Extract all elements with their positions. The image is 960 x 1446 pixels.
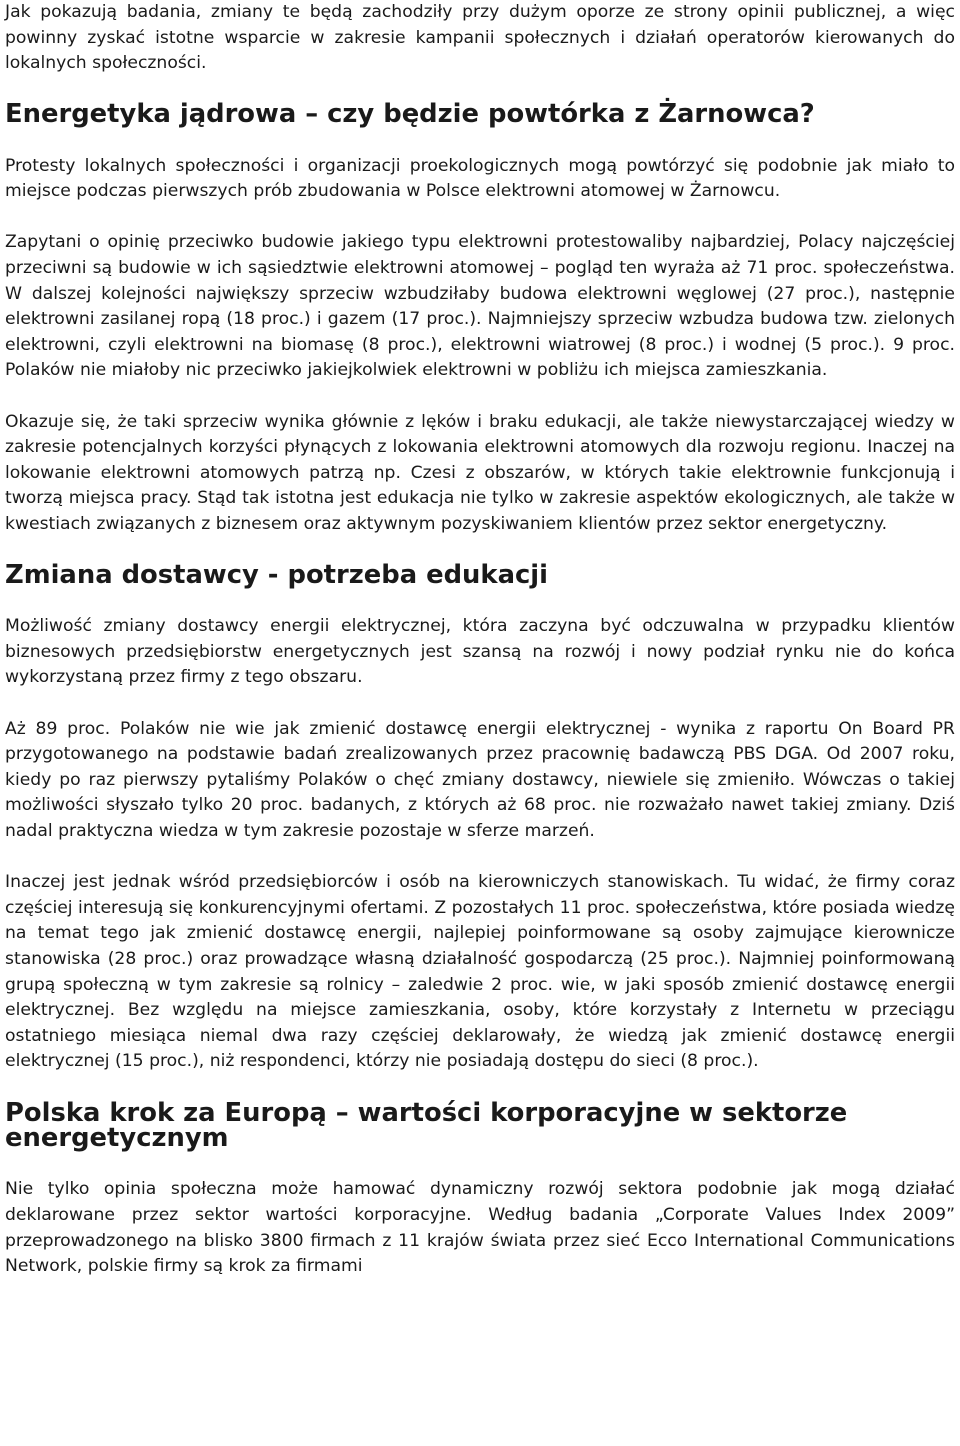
paragraph-education: Okazuje się, że taki sprzeciw wynika głównie z lęków i braku edukacji, ale także niewystarczającej wiedzy w zakresie potencjalnych korzyści płynących z lokowania elektrowni atomowych dla rozwoju regionu. Inaczej na lokowanie elektrowni atomowych patrzą np. Czesi z obszarów, w których takie elektrownie funkcjonują i tworzą miejsca pracy. Stąd tak istotna jest edukacja nie tylko w zakresie aspektów ekologicznych, ale także w kwestiach związanych z biznesem oraz aktywnym pozyskiwaniem klientów przez sektor energetyczny. <box>5 411 955 534</box>
paragraph-intro: Jak pokazują badania, zmiany te będą zachodziły przy dużym oporze ze strony opinii publicznej, a więc powinny zyskać istotne wsparcie w zakresie kampanii społecznych i działań operatorów kierowanych do lokalnych społeczności. <box>5 2 955 74</box>
paragraph-supplier-awareness: Aż 89 proc. Polaków nie wie jak zmienić dostawcę energii elektrycznej - wynika z raportu On Board PR przygotowanego na podstawie badań zrealizowanych przez pracownię badawczą PBS DGA. Od 2007 roku, kiedy po raz pierwszy pytaliśmy Polaków o chęć zmiany dostawcy, niewiele się zmieniło. Wówczas o takiej możliwości słyszało tylko 20 proc. badanych, z których aż 68 proc. nie rozważało nawet takiej zmiany. Dziś nadal praktyczna wiedza w tym zakresie pozostaje w sferze marzeń. <box>5 718 955 841</box>
section-heading-nuclear: Energetyka jądrowa – czy będzie powtórka z Żarnowca? <box>5 99 815 130</box>
paragraph-entrepreneurs: Inaczej jest jednak wśród przedsiębiorców i osób na kierowniczych stanowiskach. Tu widać, że firmy coraz częściej interesują się konkurencyjnymi ofertami. Z pozostałych 11 proc. społeczeństwa, które posiada wiedzę na temat tego jak zmienić dostawcę energii, najlepiej poinformowane są osoby zajmujące kierownicze stanowiska (28 proc.) oraz prowadzące własną działalność gospodarczą (25 proc.). Najmniej poinformowaną grupą społeczną w tym zakresie są rolnicy – zaledwie 2 proc. wie, w jaki sposób zmienić dostawcę energii elektrycznej. Bez względu na miejsce zamieszkania, osoby, które korzystały z Internetu w przeciągu ostatniego miesiąca niemal dwa razy częściej deklarowały, że wiedzą jak zmienić dostawcę energii elektrycznej (15 proc.), niż respondenci, którzy nie posiadają dostępu do sieci (8 proc.). <box>5 872 955 1072</box>
paragraph-supplier-opportunity: Możliwość zmiany dostawcy energii elektrycznej, która zaczyna być odczuwalna w przypadku klientów biznesowych przedsiębiorstw energetycznych jest szansą na rozwój i nowy podział rynku nie do końca wykorzystaną przez firmy z tego obszaru. <box>5 616 955 688</box>
paragraph-protests: Protesty lokalnych społeczności i organizacji proekologicznych mogą powtórzyć się podobnie jak miało to miejsce podczas pierwszych prób zbudowania w Polsce elektrowni atomowej w Żarnowcu. <box>5 155 955 202</box>
paragraph-corporate-values: Nie tylko opinia społeczna może hamować dynamiczny rozwój sektora podobnie jak mogą działać deklarowane przez sektor wartości korporacyjne. Według badania „Corporate Values Index 2009” przeprowadzonego na blisko 3800 firmach z 11 krajów świata przez sieć Ecco International Communications Network, polskie firmy są krok za firmami <box>5 1179 955 1277</box>
paragraph-survey-opposition: Zapytani o opinię przeciwko budowie jakiego typu elektrowni protestowaliby najbardziej, Polacy najczęściej przeciwni są budowie w ich sąsiedztwie elektrowni atomowej – pogląd ten wyraża aż 71 proc. społeczeństwa. W dalszej kolejności największy sprzeciw wzbudziłaby budowa elektrowni węglowej (27 proc.), następnie elektrowni zasilanej ropą (18 proc.) i gazem (17 proc.). Najmniejszy sprzeciw wzbudza budowa tzw. zielonych elektrowni, czyli elektrowni na biomasę (8 proc.), elektrowni wiatrowej (8 proc.) i wodnej (5 proc.). 9 proc. Polaków nie miałoby nic przeciwko jakiejkolwiek elektrowni w pobliżu ich miejsca zamieszkania. <box>5 232 955 381</box>
section-heading-supplier-change: Zmiana dostawcy - potrzeba edukacji <box>5 560 548 591</box>
section-heading-corporate-values: Polska krok za Europą – wartości korporacyjne w sektorze energetycznym <box>5 1097 848 1154</box>
